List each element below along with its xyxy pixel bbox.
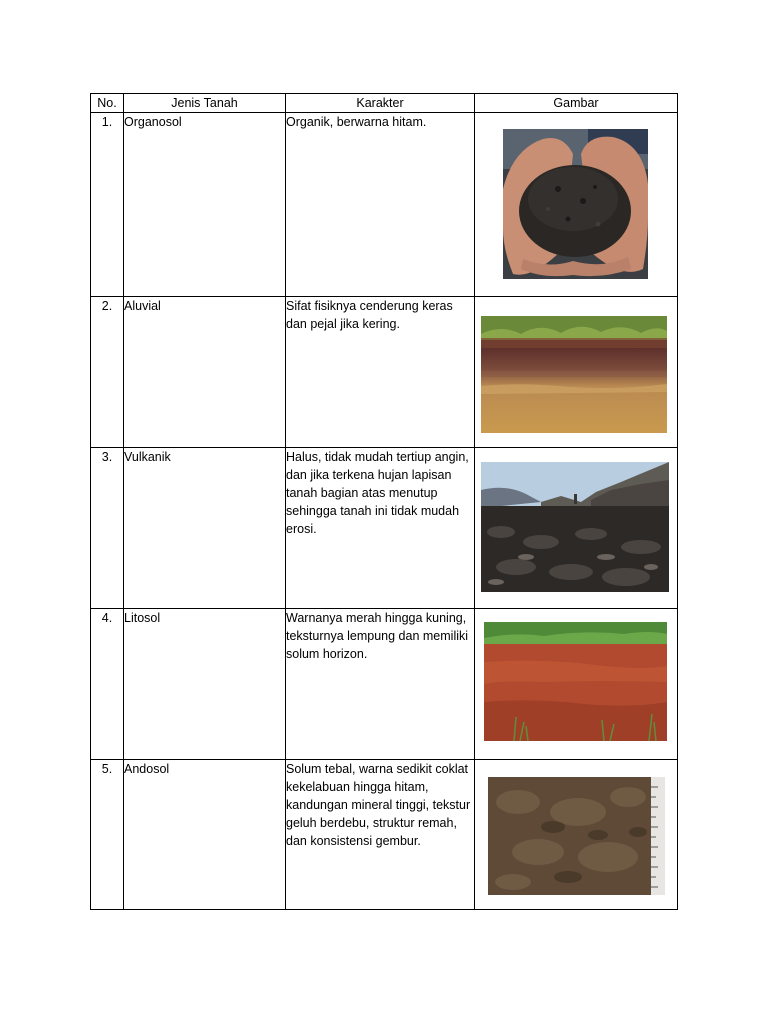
row-number: 3.	[91, 448, 124, 609]
soil-character: Sifat fisiknya cenderung keras dan pejal jika kering.	[286, 297, 475, 448]
row-number: 2.	[91, 297, 124, 448]
soil-type-name: Andosol	[124, 760, 286, 910]
header-jenis-tanah: Jenis Tanah	[124, 94, 286, 113]
photo-volcanic-field	[481, 462, 669, 592]
soil-type-name: Litosol	[124, 609, 286, 760]
header-no: No.	[91, 94, 124, 113]
soil-image-cell	[475, 297, 678, 448]
soil-character: Solum tebal, warna sedikit coklat kekelabuan hingga hitam, kandungan mineral tinggi, tekstur geluh berdebu, struktur remah, dan konsistensi gembur.	[286, 760, 475, 910]
table-row	[91, 609, 678, 760]
photo-red-soil-cliff	[484, 622, 667, 741]
table-header-row	[91, 94, 678, 113]
photo-black-soil-in-hands	[503, 129, 648, 279]
table-row	[91, 760, 678, 910]
table-row	[91, 448, 678, 609]
soil-character: Warnanya merah hingga kuning, teksturnya lempung dan memiliki solum horizon.	[286, 609, 475, 760]
soil-character: Halus, tidak mudah tertiup angin, dan jika terkena hujan lapisan tanah bagian atas menutup sehingga tanah ini tidak mudah erosi.	[286, 448, 475, 609]
soil-image-cell	[475, 609, 678, 760]
header-karakter: Karakter	[286, 94, 475, 113]
soil-type-name: Organosol	[124, 113, 286, 297]
header-gambar: Gambar	[475, 94, 678, 113]
row-number: 4.	[91, 609, 124, 760]
soil-types-table	[90, 93, 678, 910]
table-row	[91, 297, 678, 448]
row-number: 5.	[91, 760, 124, 910]
soil-image-cell	[475, 760, 678, 910]
soil-type-name: Vulkanik	[124, 448, 286, 609]
photo-brown-soil-closeup	[488, 777, 665, 895]
row-number: 1.	[91, 113, 124, 297]
soil-image-cell	[475, 113, 678, 297]
soil-image-cell	[475, 448, 678, 609]
table-row	[91, 113, 678, 297]
soil-type-name: Aluvial	[124, 297, 286, 448]
photo-soil-profile-layers	[481, 316, 667, 433]
soil-character: Organik, berwarna hitam.	[286, 113, 475, 297]
